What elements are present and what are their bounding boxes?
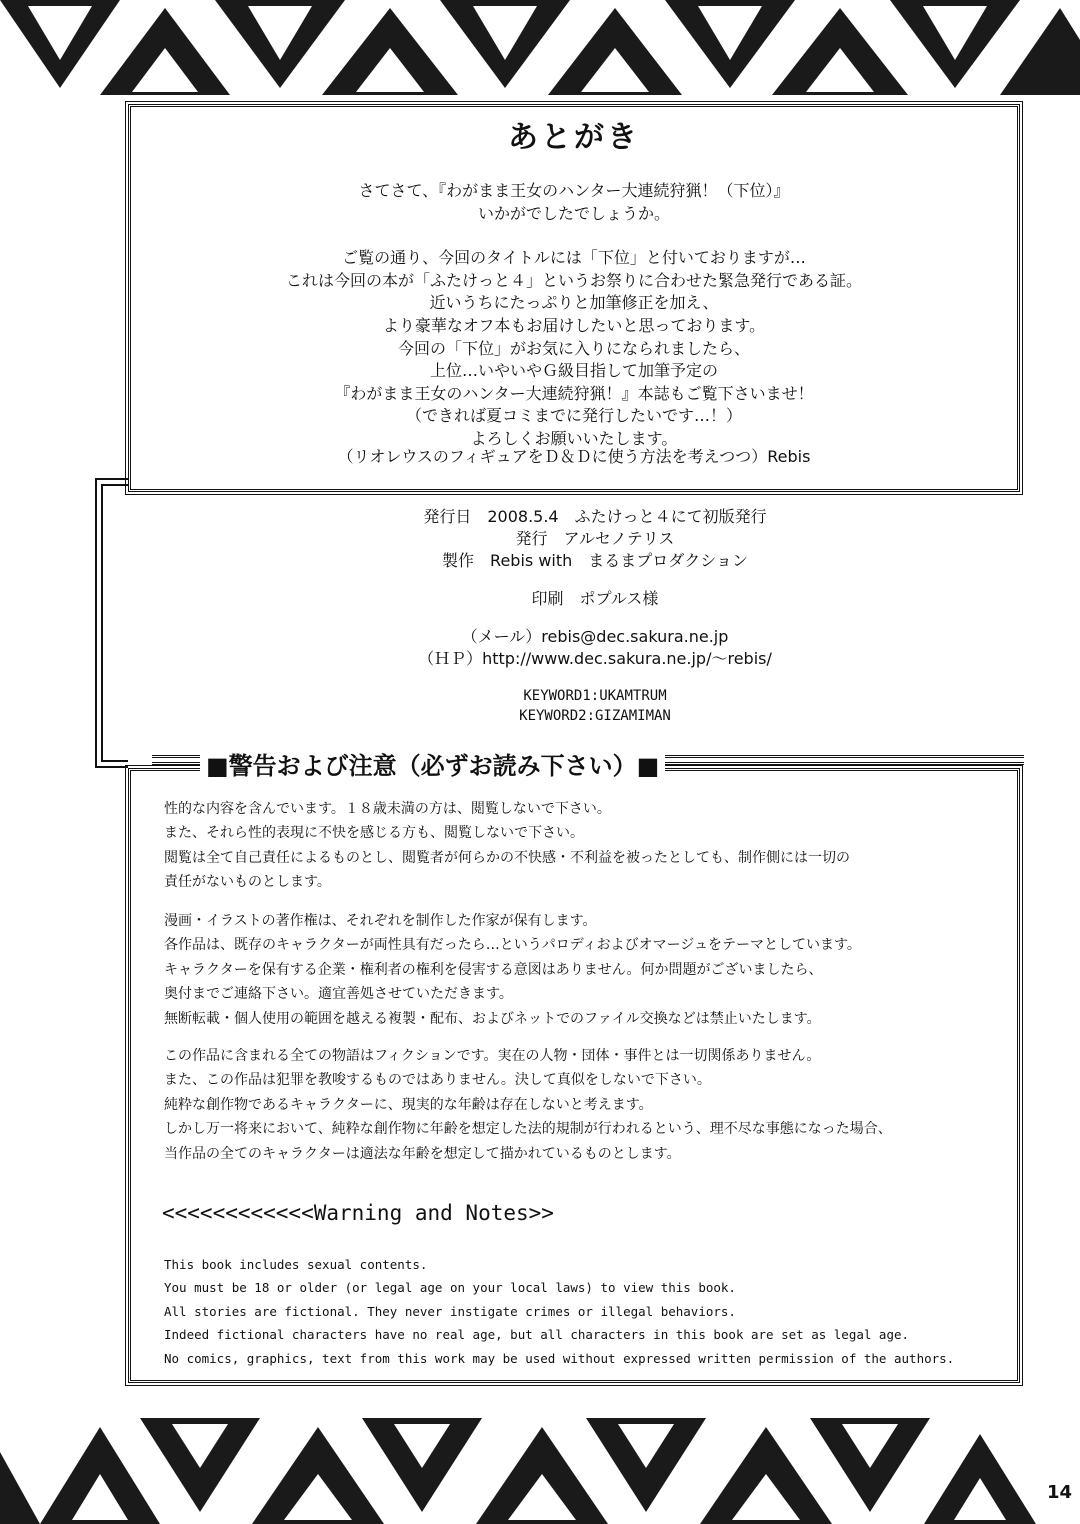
warning-line: 純粋な創作物であるキャラクターに、現実的な年齢は存在しないと考えます。 <box>164 1096 653 1113</box>
warning-line: 無断転載・個人使用の範囲を越える複製・配布、およびネットでのファイル交換などは禁止いたします。 <box>164 1010 821 1027</box>
mail-address: （メール）rebis@dec.sakura.ne.jp <box>461 627 729 646</box>
bracket-top-inner <box>101 484 128 486</box>
english-line: You must be 18 or older (or legal age on your local laws) to view this book. <box>164 1280 736 1296</box>
warning-heading: ■警告および注意（必ずお読み下さい）■ <box>200 746 665 781</box>
bracket-bottom-inner <box>101 760 128 762</box>
keyword-2: KEYWORD2:GIZAMIMAN <box>519 708 671 724</box>
english-line: All stories are fictional. They never instigate crimes or illegal behaviors. <box>164 1303 736 1319</box>
keyword-1: KEYWORD1:UKAMTRUM <box>523 688 667 704</box>
printing: 印刷 ポプルス様 <box>531 589 659 608</box>
afterword-line: 近いうちにたっぷりと加筆修正を加え、 <box>429 293 719 313</box>
homepage-url: （ＨＰ）http://www.dec.sakura.ne.jp/～rebis/ <box>418 649 772 668</box>
top-triangle-band <box>0 0 1080 95</box>
afterword-line: （できれば夏コミまでに発行したいです…！） <box>405 406 742 426</box>
bracket-vertical-outer <box>95 478 97 768</box>
afterword-line: 今回の「下位」がお気に入りになられましたら、 <box>397 338 750 358</box>
afterword-line: よろしくお願いいたします。 <box>470 428 678 448</box>
warning-line: しかし万一将来において、純粋な創作物に年齢を想定した法的規制が行われるという、理不尽な事態になった場合、 <box>164 1121 892 1138</box>
bracket-bottom-outer <box>95 766 128 768</box>
warning-line: 各作品は、既存のキャラクターが両性具有だったら…というパロディおよびオマージュをテーマとしています。 <box>164 937 861 954</box>
afterword-line: さてさて、『わがまま王女のハンター大連続狩猟！（下位）』 <box>358 181 790 200</box>
afterword-line: より豪華なオフ本もお届けしたいと思っております。 <box>382 315 766 335</box>
english-line: This book includes sexual contents. <box>164 1257 428 1272</box>
warning-line: 漫画・イラストの著作権は、それぞれを制作した作家が保有します。 <box>164 913 597 929</box>
english-warning-lines <box>164 1253 954 1370</box>
warning-line: キャラクターを保有する企業・権利者の権利を侵害する意図はありません。何か問題がございましたら、 <box>164 961 823 978</box>
warning-line: 責任がないものとします。 <box>164 874 331 891</box>
bracket-top-outer <box>95 478 128 480</box>
english-line: Indeed fictional characters have no real age, but all characters in this book are set as legal age. <box>164 1327 910 1343</box>
warning-paragraph-2 <box>164 909 1004 1031</box>
english-line: No comics, graphics, text from this work may be used without expressed written permission of the authors. <box>164 1350 955 1366</box>
afterword-line: いかがでしたでしょうか。 <box>477 203 670 223</box>
colophon <box>330 506 860 726</box>
afterword-line: これは今回の本が「ふたけっと４」というお祭りに合わせた緊急発行である証。 <box>285 270 862 290</box>
afterword-body <box>128 180 1020 451</box>
warning-paragraph-1 <box>164 797 1004 895</box>
warning-line: 奥付までご連絡下さい。適宜善処させていただきます。 <box>164 986 513 1003</box>
publisher: 発行 アルセノテリス <box>515 529 675 548</box>
warning-paragraph-3 <box>164 1044 1004 1166</box>
warning-line: 当作品の全てのキャラクターは適法な年齢を想定して描かれているものとします。 <box>164 1145 681 1162</box>
production: 製作 Rebis with まるまプロダクション <box>442 551 748 570</box>
bracket-vertical-inner <box>101 484 103 762</box>
english-warning-heading: <<<<<<<<<<<<Warning and Notes>> <box>162 1201 554 1225</box>
bottom-triangle-band <box>0 1412 1080 1524</box>
page-number: 14 <box>1046 1482 1072 1503</box>
warning-line: 閲覧は全て自己責任によるものとし、閲覧者が何らかの不快感・不利益を被ったとしても、制作側には一切の <box>164 849 850 866</box>
afterword-line: 『わがまま王女のハンター大連続狩猟！』本誌もご覧下さいませ！ <box>334 383 814 403</box>
warning-rule-right <box>640 755 1024 765</box>
afterword-title: あとがき <box>508 120 640 155</box>
warning-line: また、この作品は犯罪を教唆するものではありません。決して真似をしないで下さい。 <box>164 1072 711 1089</box>
afterword-line: 上位…いやいやＧ級目指して加筆予定の <box>429 361 718 381</box>
afterword-line: ご覧の通り、今回のタイトルには「下位」と付いておりますが… <box>342 248 806 268</box>
warning-rule-left <box>152 755 200 765</box>
warning-line: この作品に含まれる全ての物語はフィクションです。実在の人物・団体・事件とは一切関係ありません。 <box>164 1048 821 1064</box>
issue-date: 発行日 2008.5.4 ふたけっと４にて初版発行 <box>423 507 767 526</box>
afterword-signature: （リオレウスのフィギュアをＤ＆Ｄに使う方法を考えつつ）Rebis <box>337 447 811 466</box>
warning-line: また、それら性的表現に不快を感じる方も、閲覧しないで下さい。 <box>164 825 584 842</box>
warning-line: 性的な内容を含んでいます。１８歳未満の方は、閲覧しないで下さい。 <box>164 801 611 817</box>
